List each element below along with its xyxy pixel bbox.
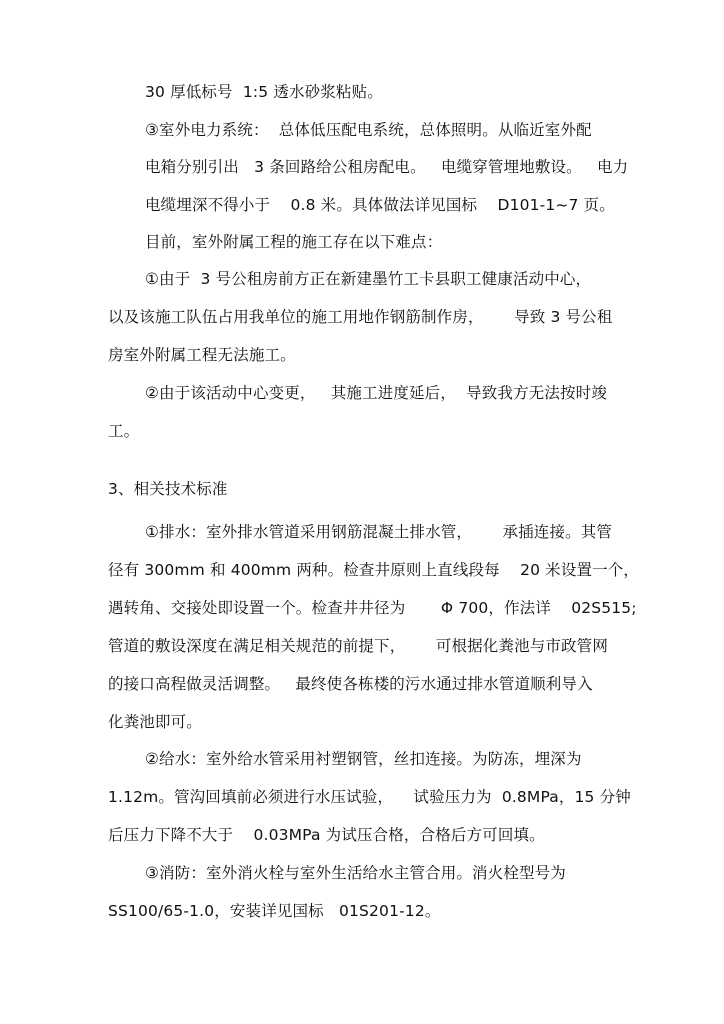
text-line-21: ③消防：室外消火栓与室外生活给水主管合用。消火栓型号为 [145, 864, 566, 882]
section-heading: 3、相关技术标准 [108, 480, 228, 498]
text-line-8: 房室外附属工程无法施工。 [108, 346, 296, 364]
text-line-20: 后压力下降不大于 0.03MPa 为试压合格，合格后方可回填。 [108, 826, 545, 844]
text-line-9: ②由于该活动中心变更， 其施工进度延后， 导致我方无法按时竣 [145, 384, 607, 402]
text-line-1: 30 厚低标号 1:5 透水砂浆粘贴。 [145, 83, 383, 101]
text-line-19: 1.12m。管沟回填前必须进行水压试验， 试验压力为 0.8MPa，15 分钟 [108, 788, 631, 806]
text-line-14: 遇转角、交接处即设置一个。检查井井径为 Φ 700，作法详 02S515; [108, 599, 637, 617]
text-line-22: SS100/65-1.0，安装详见国标 01S201-12。 [108, 902, 441, 920]
text-line-17: 化粪池即可。 [108, 713, 202, 731]
text-line-13: 径有 300mm 和 400mm 两种。检查井原则上直线段每 20 米设置一个， [108, 561, 640, 579]
text-line-2: ③室外电力系统： 总体低压配电系统，总体照明。从临近室外配 [145, 121, 592, 139]
text-line-18: ②给水：室外给水管采用衬塑钢管，丝扣连接。为防冻，埋深为 [145, 750, 582, 768]
text-line-4: 电缆埋深不得小于 0.8 米。具体做法详见国标 D101-1~7 页。 [145, 196, 615, 214]
text-line-7: 以及该施工队伍占用我单位的施工用地作钢筋制作房， 导致 3 号公租 [108, 308, 613, 326]
text-line-6: ①由于 3 号公租房前方正在新建墨竹工卡县职工健康活动中心， [145, 270, 592, 288]
text-line-12: ①排水：室外排水管道采用钢筋混凝土排水管， 承插连接。其管 [145, 523, 613, 541]
text-line-10: 工。 [108, 422, 140, 440]
text-line-15: 管道的敷设深度在满足相关规范的前提下， 可根据化粪池与市政管网 [108, 637, 608, 655]
text-line-16: 的接口高程做灵活调整。 最终使各栋楼的污水通过排水管道顺利导入 [108, 675, 593, 693]
text-line-3: 电箱分别引出 3 条回路给公租房配电。 电缆穿管埋地敷设。 电力 [145, 158, 629, 176]
text-line-5: 目前，室外附属工程的施工存在以下难点： [145, 233, 443, 251]
